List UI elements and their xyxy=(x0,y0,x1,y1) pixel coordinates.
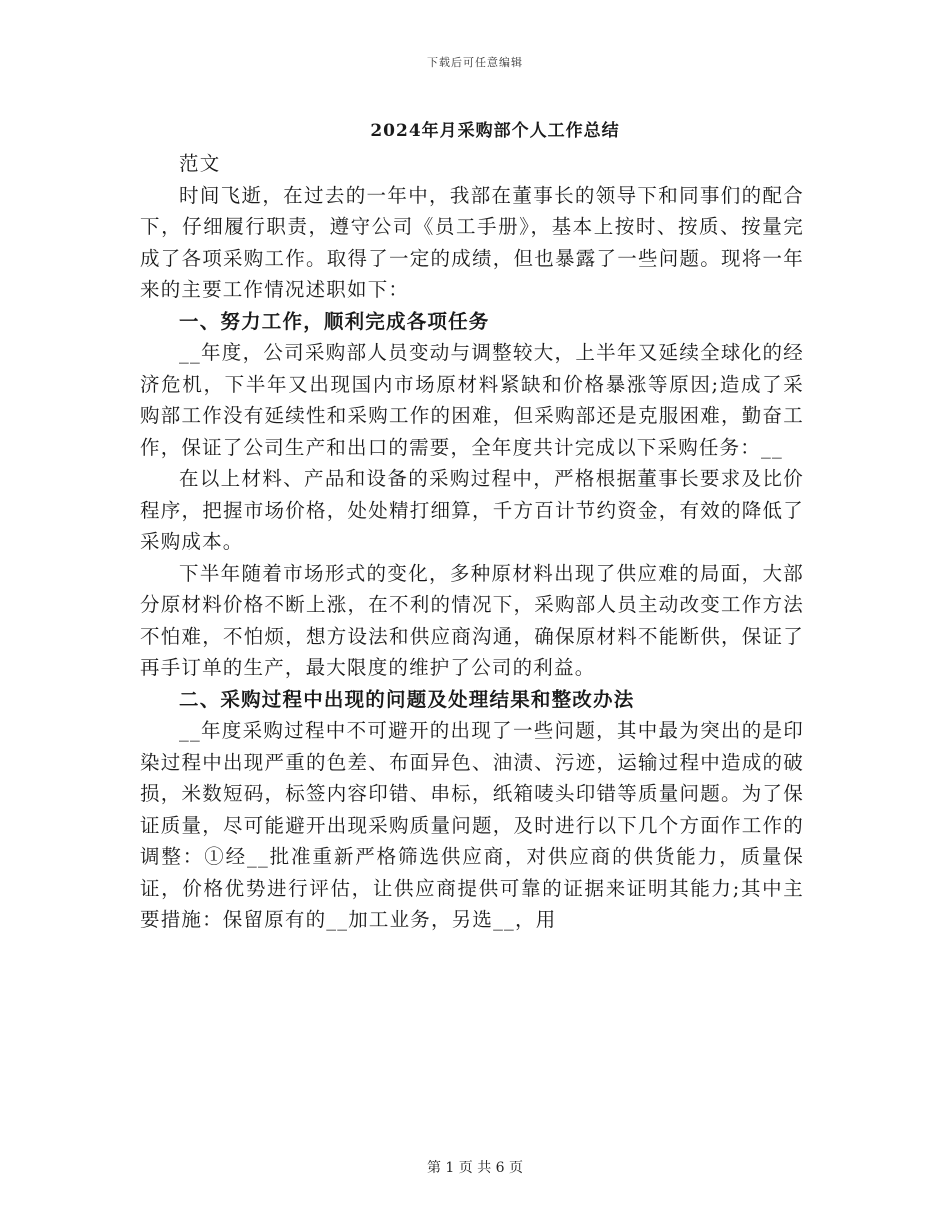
paragraph: 时间飞逝，在过去的一年中，我部在董事长的领导下和同事们的配合下，仔细履行职责，遵守公司《员工手册》，基本上按时、按质、按量完成了各项采购工作。取得了一定的成绩，但也暴露了一些问题。现将一年来的主要工作情况述职如下： xyxy=(140,183,804,301)
paragraph: 在以上材料、产品和设备的采购过程中，严格根据董事长要求及比价程序，把握市场价格，处处精打细算，千方百计节约资金，有效的降低了采购成本。 xyxy=(140,467,804,553)
document-body xyxy=(140,148,804,936)
section-heading: 二、采购过程中出现的问题及处理结果和整改办法 xyxy=(179,687,635,711)
paragraph: 范文 xyxy=(179,152,221,175)
page-number: 第 1 页 共 6 页 xyxy=(426,1160,524,1176)
paragraph: __年度，公司采购部人员变动与调整较大，上半年又延续全球化的经济危机，下半年又出现国内市场原材料紧缺和价格暴涨等原因;造成了采购部工作没有延续性和采购工作的困难，但采购部还是克服困难，勤奋工作，保证了公司生产和出口的需要，全年度共计完成以下采购任务：__ xyxy=(140,341,804,459)
document-title: 2024年月采购部个人工作总结 xyxy=(370,121,620,141)
header-note: 下载后可任意编辑 xyxy=(427,56,523,69)
paragraph: 下半年随着市场形式的变化，多种原材料出现了供应难的局面，大部分原材料价格不断上涨，在不利的情况下，采购部人员主动改变工作方法不怕难，不怕烦，想方设法和供应商沟通，确保原材料不能断供，保证了再手订单的生产，最大限度的维护了公司的利益。 xyxy=(140,561,804,679)
paragraph: __年度采购过程中不可避开的出现了一些问题，其中最为突出的是印染过程中出现严重的色差、布面异色、油渍、污迹，运输过程中造成的破损，米数短码，标签内容印错、串标，纸箱唛头印错等质量问题。为了保证质量，尽可能避开出现采购质量问题，及时进行以下几个方面作工作的调整：①经__批准重新严格筛选供应商，对供应商的供货能力，质量保证，价格优势进行评估，让供应商提供可靠的证据来证明其能力;其中主要措施：保留原有的__加工业务，另选__，用 xyxy=(140,719,804,931)
section-heading: 一、努力工作，顺利完成各项任务 xyxy=(179,309,490,333)
